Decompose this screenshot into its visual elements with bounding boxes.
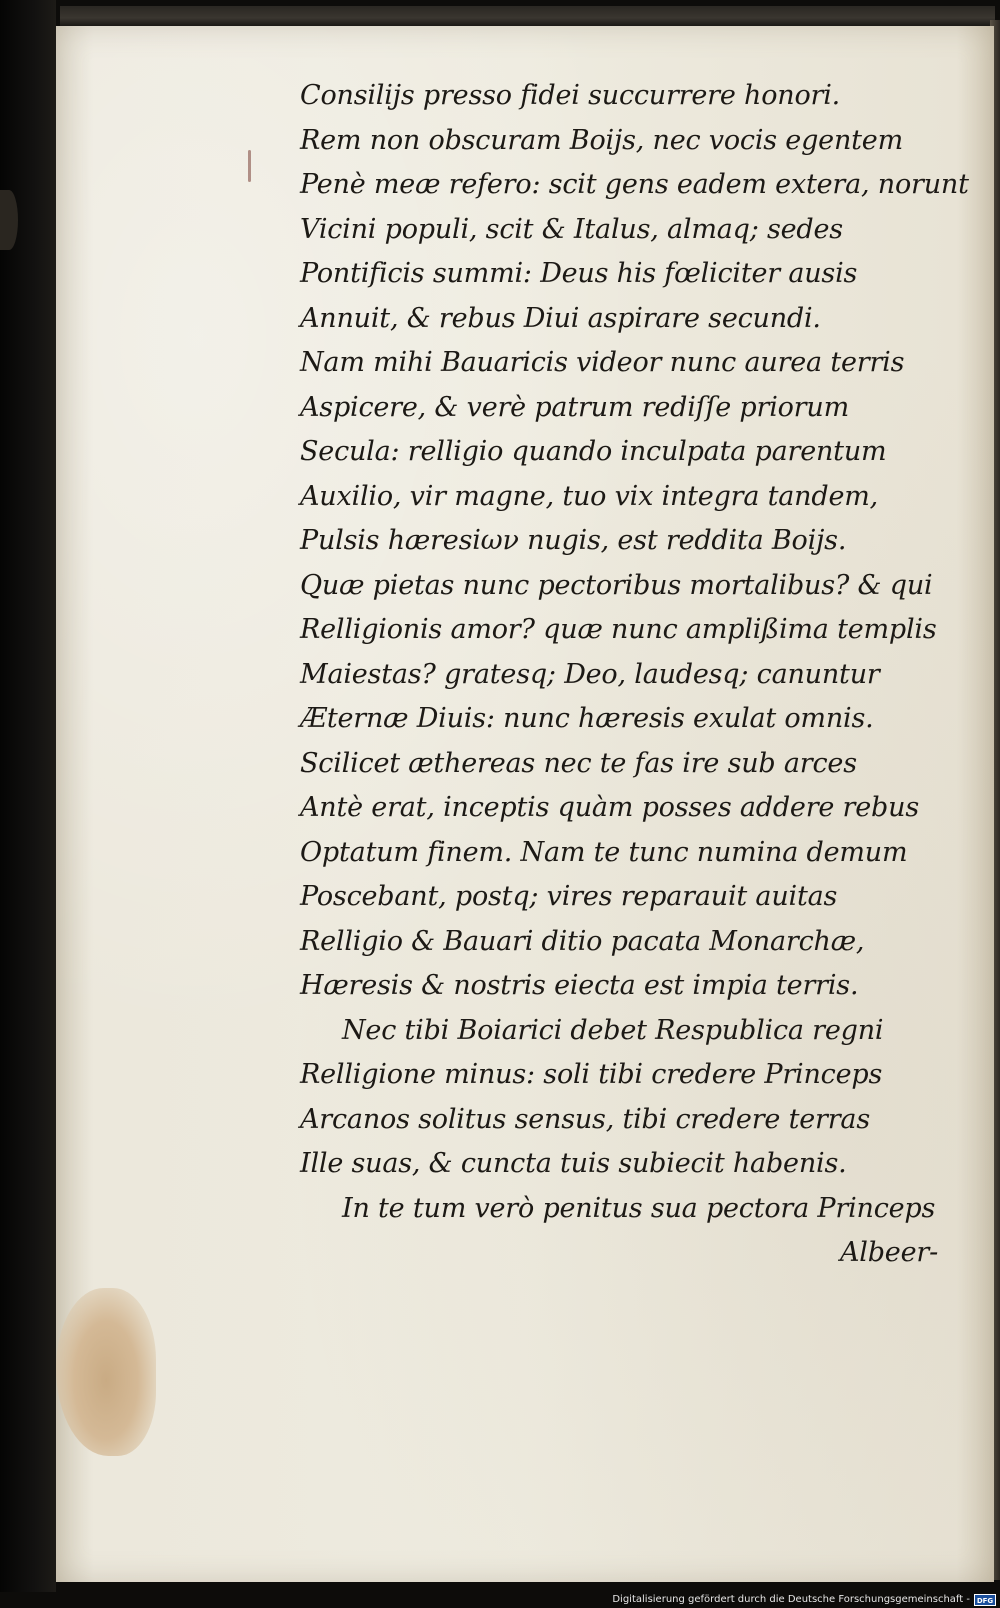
verse-line: Nam mihi Bauaricis videor nunc aurea terris	[300, 347, 905, 378]
verse-line: Æternæ Diuis: nunc hæresis exulat omnis.	[300, 703, 874, 734]
verse-line: Antè erat, inceptis quàm posses addere rebus	[300, 792, 919, 823]
book-gutter-shadow	[0, 0, 56, 1608]
funding-credit: Digitalisierung gefördert durch die Deutsche Forschungsgemeinschaft -	[612, 1594, 970, 1605]
verse-line: Quæ pietas nunc pectoribus mortalibus? & qui	[300, 569, 933, 601]
gutter-spot	[0, 190, 18, 250]
verse-line: Aspicere, & verè patrum rediſſe priorum	[300, 391, 849, 423]
margin-mark	[248, 150, 251, 182]
verse-line: Rem non obscuram Boijs, nec vocis egentem	[300, 124, 903, 156]
verse-line: Hæresis & nostris eiecta est impia terris.	[300, 970, 859, 1001]
verse-line: Relligio & Bauari ditio pacata Monarchæ,	[300, 925, 865, 957]
verse-line: Pulsis hæresiων nugis, est reddita Boijs.	[300, 525, 847, 556]
verse-line: Relligionis amor? quæ nunc amplißima templis	[300, 614, 937, 645]
verse-line: Optatum finem. Nam te tunc numina demum	[300, 836, 908, 868]
verse-line: Relligione minus: soli tibi credere Princeps	[300, 1059, 883, 1090]
verse-line-indented: Nec tibi Boiarici debet Respublica regni	[342, 1014, 884, 1046]
page-edge-top	[60, 6, 995, 26]
footer-bar	[0, 1592, 1000, 1608]
verse-line: Maiestas? gratesq; Deo, laudesq; canuntur	[300, 658, 880, 690]
verse-line: Annuit, & rebus Diui aspirare secundi.	[300, 302, 821, 334]
verse-line: Penè meæ refero: scit gens eadem extera, norunt	[300, 169, 969, 200]
verse-line: Poscebant, postq; vires reparauit auitas	[300, 881, 838, 912]
catchword: Albeer-	[839, 1237, 938, 1268]
poem-text	[300, 74, 969, 1276]
verse-line: Arcanos solitus sensus, tibi credere terras	[300, 1103, 870, 1135]
verse-line: Ille suas, & cuncta tuis subiecit habenis.	[300, 1148, 847, 1179]
paper-stain	[56, 1288, 156, 1456]
verse-line: Secula: relligio quando inculpata parentum	[300, 436, 887, 467]
dfg-logo-icon: DFG	[974, 1594, 996, 1606]
verse-line: Pontificis summi: Deus his fœliciter ausis	[300, 258, 858, 289]
verse-line: Scilicet æthereas nec te fas ire sub arces	[300, 747, 857, 779]
verse-line-indented: In te tum verò penitus sua pectora Princeps	[342, 1192, 936, 1224]
verse-line: Vicini populi, scit & Italus, almaq; sedes	[300, 213, 843, 245]
verse-line: Auxilio, vir magne, tuo vix integra tandem,	[300, 480, 879, 512]
verse-line: Consilijs presso fidei succurrere honori.	[300, 80, 841, 111]
